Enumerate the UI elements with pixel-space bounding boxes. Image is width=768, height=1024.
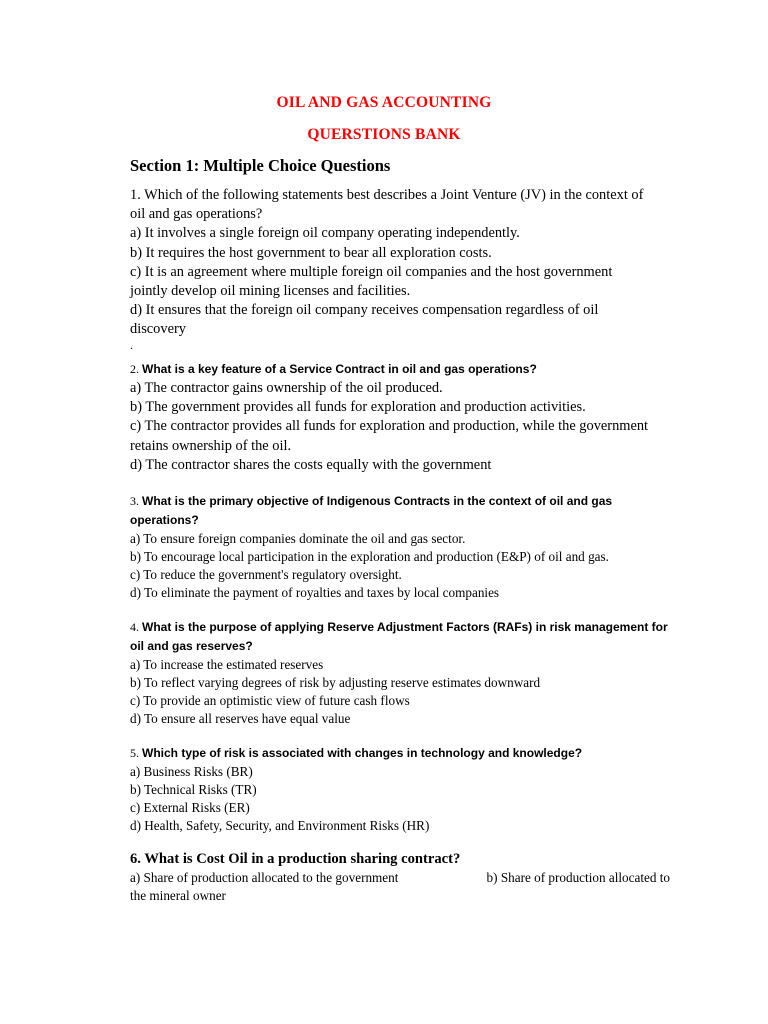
question-4-text-line2: oil and gas reserves? [130,639,253,653]
question-1 [130,186,690,350]
question-2-text [130,360,690,379]
question-5-text [130,744,690,763]
question-5-option-b: b) Technical Risks (TR) [130,782,257,797]
question-6-option-a: a) Share of production allocated to the government [130,870,399,885]
question-4-number: 4. [130,620,142,634]
question-1-option-c-line2: jointly develop oil mining licenses and facilities. [130,283,411,300]
question-5-number: 5. [130,746,142,760]
question-2-option-c-line1: c) The contractor provides all funds for exploration and production, while the government [130,418,649,435]
question-6-options-row [130,869,670,887]
question-1-option-c-line1: c) It is an agreement where multiple foreign oil companies and the host government [130,263,613,280]
question-5-prompt: Which type of risk is associated with changes in technology and knowledge? [142,746,583,760]
question-5 [130,744,690,835]
question-4-option-c: c) To provide an optimistic view of future cash flows [130,693,410,708]
question-4-text-line1 [130,618,690,637]
question-2 [130,360,690,475]
document-title: OIL AND GAS ACCOUNTING [276,94,492,111]
question-4-option-b: b) To reflect varying degrees of risk by adjusting reserve estimates downward [130,675,541,690]
question-1-option-d-line2: discovery [130,321,186,338]
question-4-option-d: d) To ensure all reserves have equal value [130,711,351,726]
question-1-text-line1: 1. Which of the following statements best describes a Joint Venture (JV) in the context of [130,187,644,203]
question-4-prompt: What is the purpose of applying Reserve Adjustment Factors (RAFs) in risk management for [142,620,668,634]
question-4 [130,618,690,728]
question-5-option-a: a) Business Risks (BR) [130,764,253,779]
question-6-option-b: b) Share of production allocated to [486,870,670,885]
question-1-option-d-line1: d) It ensures that the foreign oil company receives compensation regardless of oil [130,302,599,319]
question-3-number: 3. [130,494,142,508]
question-6-option-b-line2: the mineral owner [130,888,226,903]
question-2-option-b: b) The government provides all funds for exploration and production activities. [130,399,586,416]
question-3-text-line1 [130,492,690,511]
question-3-prompt: What is the primary objective of Indigenous Contracts in the context of oil and gas [142,494,613,508]
question-3-option-b: b) To encourage local participation in the exploration and production (E&P) of oil and gas. [130,549,609,564]
question-3 [130,492,690,602]
question-5-option-c: c) External Risks (ER) [130,800,250,815]
question-3-text-line2: operations? [130,513,199,527]
question-3-option-c: c) To reduce the government's regulatory oversight. [130,567,402,582]
question-1-option-b: b) It requires the host government to bear all exploration costs. [130,244,492,261]
question-3-option-a: a) To ensure foreign companies dominate the oil and gas sector. [130,531,466,546]
question-2-option-a: a) The contractor gains ownership of the oil produced. [130,380,443,396]
question-1-option-a: a) It involves a single foreign oil company operating independently. [130,225,520,242]
question-3-option-d: d) To eliminate the payment of royalties and taxes by local companies [130,585,500,600]
question-6-text: 6. What is Cost Oil in a production sharing contract? [130,851,461,867]
section-heading: Section 1: Multiple Choice Questions [130,156,391,175]
question-2-option-c-line2: retains ownership of the oil. [130,437,292,454]
stray-period: . [130,337,133,352]
question-2-number: 2. [130,362,142,376]
question-5-option-d: d) Health, Safety, Security, and Environment Risks (HR) [130,818,430,833]
document-subtitle: QUERSTIONS BANK [307,126,461,143]
question-1-text-line2: oil and gas operations? [130,206,263,223]
question-2-option-d: d) The contractor shares the costs equally with the government [130,456,492,473]
question-4-option-a: a) To increase the estimated reserves [130,657,324,672]
question-2-prompt: What is a key feature of a Service Contract in oil and gas operations? [142,362,537,376]
question-6 [130,850,690,905]
